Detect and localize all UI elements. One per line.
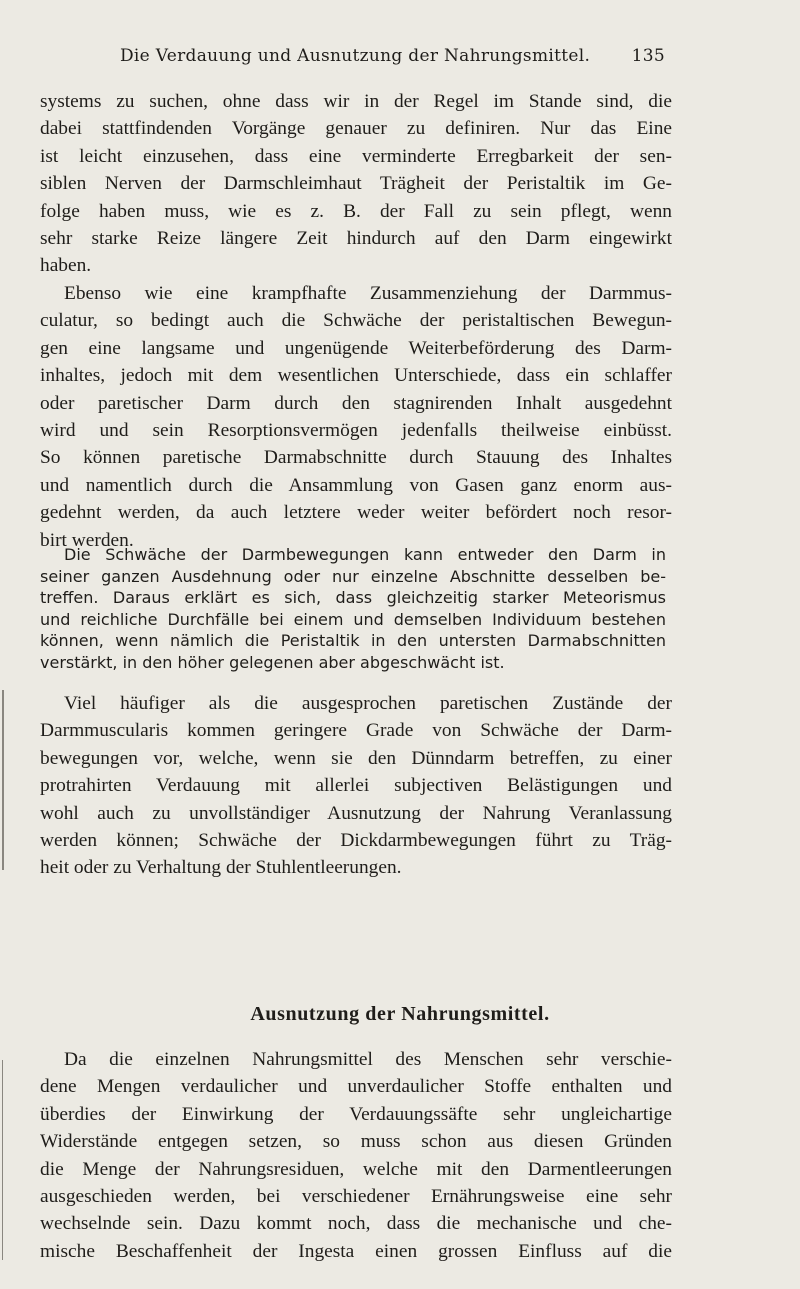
text-line: Die Schwäche der Darmbewegungen kann entweder den Darm in [64,545,666,564]
running-header [120,46,665,66]
paragraph-2 [40,280,672,554]
header-title: Die Verdauung und Ausnutzung der Nahrungsmittel. [120,46,591,66]
paragraph-3 [40,690,672,882]
paragraph-1 [40,88,672,280]
text-line: gedehnt werden, da auch letztere weder weiter befördert noch resor- [40,502,672,524]
text-line: die Menge der Nahrungsresiduen, welche mit den Darmentleerungen [40,1158,672,1180]
section-heading: Ausnutzung der Nahrungsmittel. [250,1003,550,1025]
text-line: Widerstände entgegen setzen, so muss schon aus diesen Gründen [40,1131,672,1153]
text-line: Viel häufiger als die ausgesprochen paretischen Zustände der [64,693,672,714]
page-number: 135 [631,46,665,66]
text-line: culatur, so bedingt auch die Schwäche der peristaltischen Bewegun- [40,310,672,332]
text-line: mische Beschaffenheit der Ingesta einen grossen Einfluss auf die [40,1240,672,1262]
text-line: oder paretischer Darm durch den stagnirenden Inhalt ausgedehnt [40,392,672,414]
text-line: verstärkt, in den höher gelegenen aber abgeschwächt ist. [40,652,505,672]
text-line: heit oder zu Verhaltung der Stuhlentleerungen. [40,857,402,879]
text-line: werden können; Schwäche der Dickdarmbewegungen führt zu Träg- [40,830,672,852]
text-line: sehr starke Reize längere Zeit hindurch auf den Darm eingewirkt [40,228,672,250]
text-line: So können paretische Darmabschnitte durch Stauung des Inhaltes [40,447,672,469]
text-line: und reichliche Durchfälle bei einem und demselben Individuum bestehen [40,609,666,629]
text-line: dabei stattfindenden Vorgänge genauer zu definiren. Nur das Eine [40,118,672,140]
text-line: können, wenn nämlich die Peristaltik in den untersten Darmabschnitten [40,631,666,650]
text-line: dene Mengen verdaulicher und unverdaulicher Stoffe enthalten und [40,1076,672,1098]
text-line: wird und sein Resorptionsvermögen jedenfalls theilweise einbüsst. [40,420,672,442]
text-line: seiner ganzen Ausdehnung oder nur einzelne Abschnitte desselben be- [40,566,666,586]
text-line: inhaltes, jedoch mit dem wesentlichen Unterschiede, dass ein schlaffer [40,365,672,387]
text-line: wohl auch zu unvollständiger Ausnutzung der Nahrung Veranlassung [40,802,672,824]
text-line: gen eine langsame und ungenügende Weiterbeförderung des Darm- [40,337,672,359]
text-line: systems zu suchen, ohne dass wir in der Regel im Stande sind, die [40,91,672,112]
text-line: Darmmuscularis kommen geringere Grade von Schwäche der Darm- [40,720,672,742]
text-line: treffen. Daraus erklärt es sich, dass gleichzeitig starker Meteorismus [40,588,666,607]
text-line: birt werden. [40,529,134,551]
text-line: protrahirten Verdauung mit allerlei subjectiven Belästigungen und [40,775,672,797]
text-line: Ebenso wie eine krampfhafte Zusammenziehung der Darmmus- [64,283,672,304]
text-line: wechselnde sein. Dazu kommt noch, dass die mechanische und che- [40,1213,672,1235]
text-line: ausgeschieden werden, bei verschiedener Ernährungsweise eine sehr [40,1186,672,1208]
paragraph-4 [40,1046,672,1265]
text-line: siblen Nerven der Darmschleimhaut Trägheit der Peristaltik im Ge- [40,173,672,195]
text-line: bewegungen vor, welche, wenn sie den Dünndarm betreffen, zu einer [40,747,672,769]
text-line: und namentlich durch die Ansammlung von Gasen ganz enorm aus- [40,474,672,496]
text-line: ist leicht einzusehen, dass eine verminderte Erregbarkeit der sen- [40,145,672,167]
small-print-note [40,544,666,673]
text-line: haben. [40,255,92,277]
text-line: überdies der Einwirkung der Verdauungssäfte sehr ungleichartige [40,1103,672,1125]
page-edge-shadow [2,1060,3,1260]
page-edge-shadow [2,690,4,870]
text-line: folge haben muss, wie es z. B. der Fall zu sein pflegt, wenn [40,200,672,222]
text-line: Da die einzelnen Nahrungsmittel des Menschen sehr verschie- [64,1049,672,1070]
